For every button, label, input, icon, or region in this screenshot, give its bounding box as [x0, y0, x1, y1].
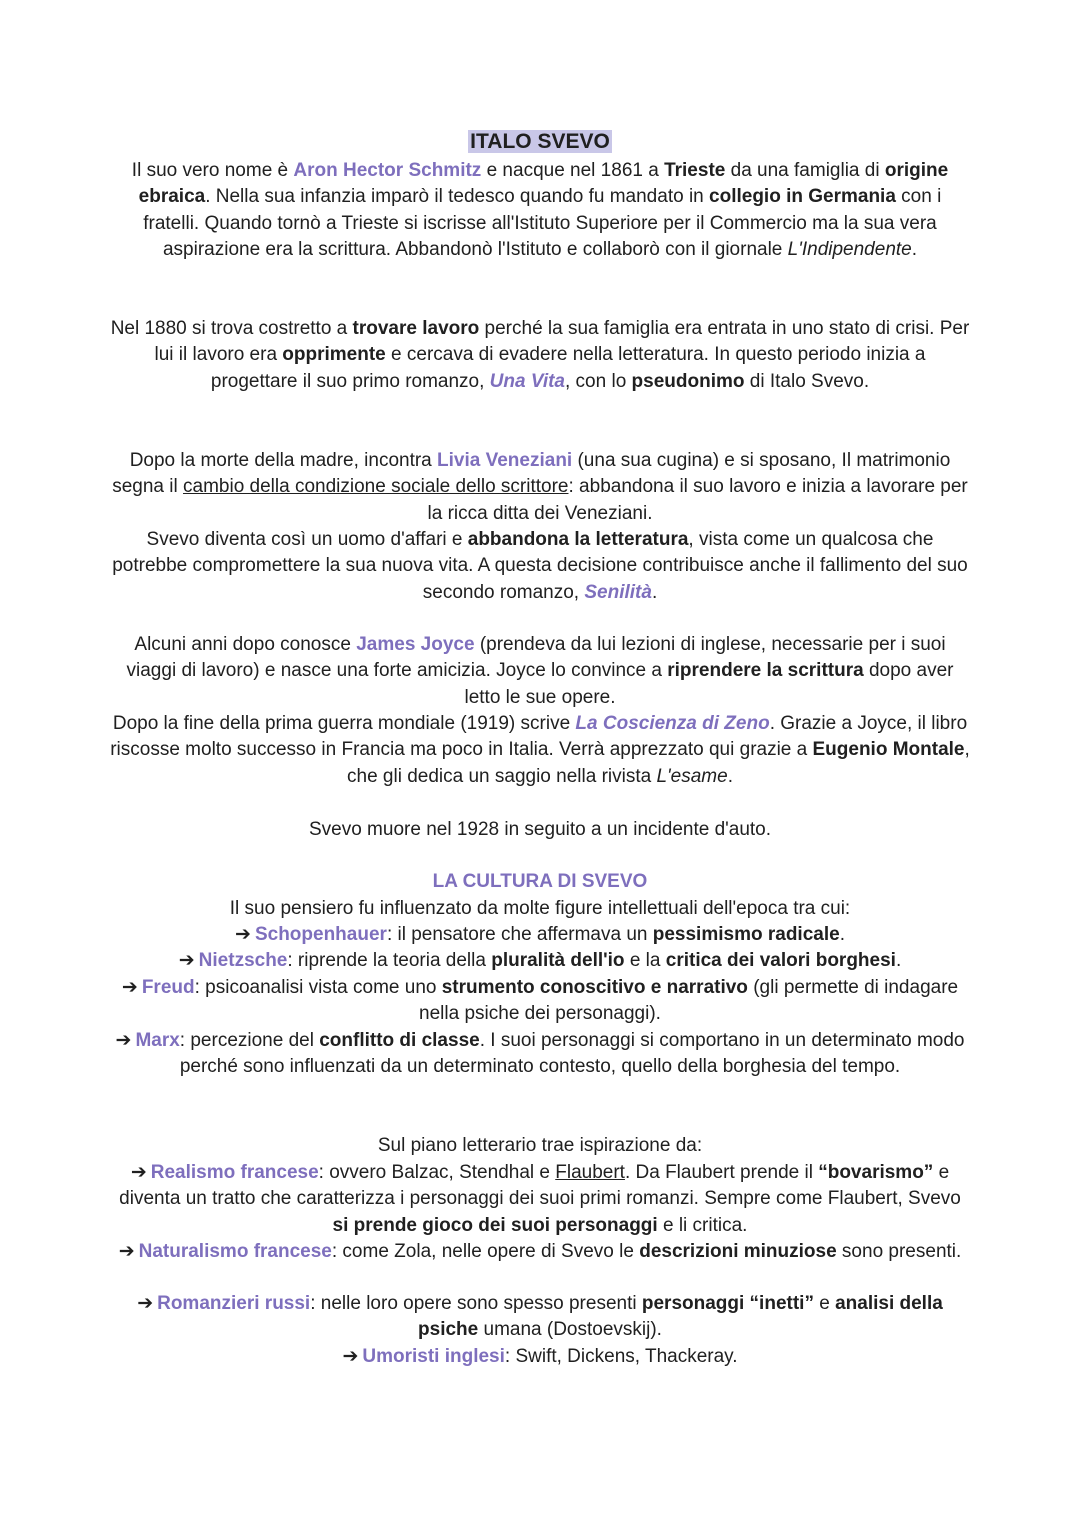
- paragraph-marriage: Dopo la morte della madre, incontra Livia Veneziani (una sua cugina) e si sposano, Il matrimonio segna il cambio della condizione sociale dello scrittore: abbandona il suo lavoro e inizia a lavorare per la ricca ditta dei Veneziani.: [112, 450, 968, 524]
- paragraph-influences-intro: Il suo pensiero fu influenzato da molte figure intellettuali dell'epoca tra cui:: [229, 898, 851, 919]
- paragraph-literary-intro: Sul piano letterario trae ispirazione da:: [377, 1135, 703, 1156]
- arrow-icon: ➔: [137, 1293, 154, 1314]
- section-title: LA CULTURA DI SVEVO: [432, 871, 648, 892]
- page-title: [0, 128, 1080, 156]
- arrow-icon: ➔: [130, 1162, 147, 1183]
- list-item-schopenhauer: ➔ Schopenhauer: il pensatore che affermava un pessimismo radicale.: [235, 924, 845, 945]
- arrow-icon: ➔: [342, 1346, 359, 1367]
- arrow-icon: ➔: [121, 977, 138, 998]
- paragraph-death: Svevo muore nel 1928 in seguito a un incidente d'auto.: [308, 819, 772, 840]
- list-item-freud: ➔ Freud: psicoanalisi vista come uno strumento conoscitivo e narrativo (gli permette di indagare nella psiche dei personaggi).: [121, 977, 959, 1025]
- arrow-icon: ➔: [235, 924, 251, 945]
- list-item-naturalismo-francese: ➔ Naturalismo francese: come Zola, nelle opere di Svevo le descrizioni minuziose sono presenti.: [118, 1241, 962, 1262]
- paragraph-work-first-novel: Nel 1880 si trova costretto a trovare lavoro perché la sua famiglia era entrata in uno stato di crisi. Per lui il lavoro era opprimente e cercava di evadere nella letteratura. In questo periodo inizia a progettare il suo primo romanzo, Una Vita, con lo pseudonimo di Italo Svevo.: [110, 318, 970, 392]
- list-item-marx: ➔ Marx: percezione del conflitto di classe. I suoi personaggi si comportano in un determinato modo perché sono influenzati da un determinato contesto, quello della borghesia del tempo.: [115, 1030, 965, 1078]
- arrow-icon: ➔: [115, 1030, 132, 1051]
- paragraph-abandons-literature: Svevo diventa così un uomo d'affari e abbandona la letteratura, vista come un qualcosa che potrebbe compromettere la sua nuova vita. A questa decisione contribuisce anche il fallimento del suo secondo romanzo, Senilità.: [112, 529, 968, 603]
- paragraph-joyce: Alcuni anni dopo conosce James Joyce (prendeva da lui lezioni di inglese, necessarie per i suoi viaggi di lavoro) e nasce una forte amicizia. Joyce lo convince a riprendere la scrittura dopo aver letto le sue opere.: [126, 634, 954, 708]
- paragraph-biography-origins: Il suo vero nome è Aron Hector Schmitz e nacque nel 1861 a Trieste da una famiglia di origine ebraica. Nella sua infanzia imparò il tedesco quando fu mandato in collegio in Germania con i fratelli. Quando tornò a Trieste si iscrisse all'Istituto Superiore per il Commercio ma la sua vera aspirazione era la scrittura. Abbandonò l'Istituto e collaborò con il giornale L'Indipendente.: [131, 160, 949, 261]
- paragraph-coscienza-di-zeno: Dopo la fine della prima guerra mondiale (1919) scrive La Coscienza di Zeno. Grazie a Joyce, il libro riscosse molto successo in Francia ma poco in Italia. Verrà apprezzato qui grazie a Eugenio Montale, che gli dedica un saggio nella rivista L'esame.: [110, 713, 970, 787]
- list-item-umoristi-inglesi: ➔ Umoristi inglesi: Swift, Dickens, Thackeray.: [342, 1346, 738, 1367]
- arrow-icon: ➔: [118, 1241, 135, 1262]
- list-item-realismo-francese: ➔ Realismo francese: ovvero Balzac, Stendhal e Flaubert. Da Flaubert prende il “bovarismo” e diventa un tratto che caratterizza i personaggi dei suoi primi romanzi. Sempre come Flaubert, Svevo si prende gioco dei suoi personaggi e li critica.: [119, 1162, 961, 1236]
- list-item-romanzieri-russi: ➔ Romanzieri russi: nelle loro opere sono spesso presenti personaggi “inetti” e analisi della psiche umana (Dostoevskij).: [137, 1293, 943, 1341]
- list-item-nietzsche: ➔ Nietzsche: riprende la teoria della pluralità dell'io e la critica dei valori borghesi.: [178, 950, 902, 971]
- title-highlight: ITALO SVEVO: [470, 130, 610, 153]
- arrow-icon: ➔: [178, 950, 195, 971]
